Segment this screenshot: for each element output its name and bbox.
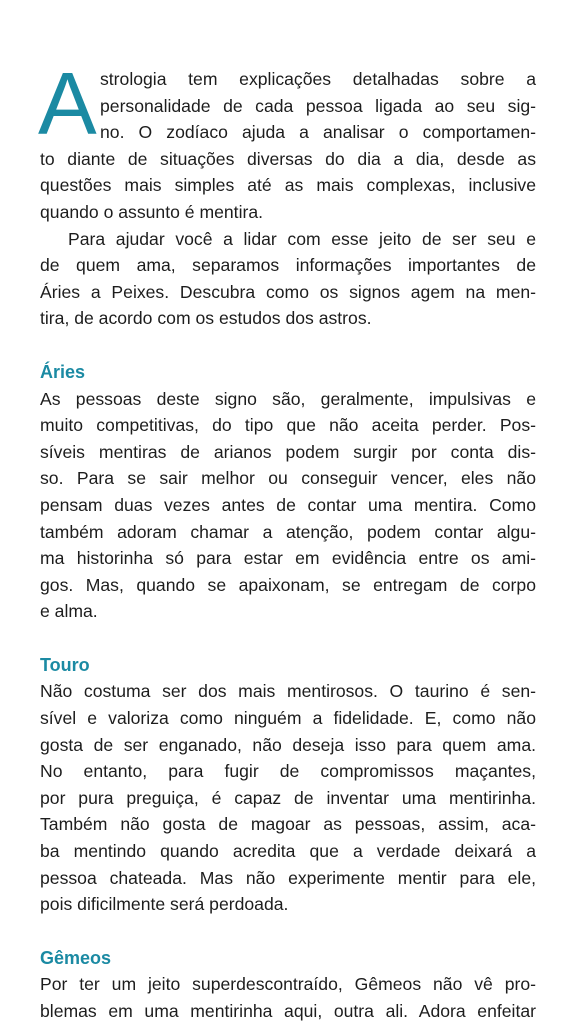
touro-line: pessoa chateada. Mas não experimente mentir para ele, — [40, 867, 536, 888]
intro-line: to diante de situações diversas do dia a dia, desde as — [40, 148, 536, 169]
aries-line: muito competitivas, do tipo que não aceita perder. Pos- — [40, 415, 536, 436]
section-title-gemeos: Gêmeos — [40, 947, 112, 968]
aries-line: gos. Mas, quando se apaixonam, se entregam de corpo — [40, 574, 536, 595]
gemeos-line: Por ter um jeito superdescontraído, Gêmeos não vê pro- — [40, 974, 536, 995]
aries-line: ma historinha só para estar em evidência entre os ami- — [40, 548, 536, 569]
aries-line: so. Para se sair melhor ou conseguir vencer, eles não — [40, 468, 536, 489]
intro-line: quando o assunto é mentira. — [40, 201, 264, 222]
intro2-line: Áries a Peixes. Descubra como os signos agem na men- — [40, 281, 536, 302]
touro-line: pois dificilmente será perdoada. — [40, 894, 289, 915]
section-touro — [40, 652, 536, 918]
intro2-line: tira, de acordo com os estudos dos astros. — [40, 308, 372, 329]
drop-cap: A — [38, 54, 97, 153]
touro-line: No entanto, para fugir de compromissos maçantes, — [40, 761, 536, 782]
article-page — [38, 54, 536, 1025]
intro2-line: Para ajudar você a lidar com esse jeito de ser seu e — [68, 228, 536, 249]
touro-line: gosta de ser enganado, não deseja isso para quem ama. — [40, 734, 536, 755]
aries-line: pensam duas vezes antes de contar uma mentira. Como — [40, 494, 536, 515]
aries-line: também adoram chamar a atenção, podem contar algu- — [40, 521, 536, 542]
intro-paragraph-2 — [40, 226, 536, 332]
section-gemeos — [40, 945, 536, 1025]
aries-line: síveis mentiras de arianos podem surgir por conta dis- — [40, 441, 536, 462]
touro-line: ba mentindo quando acredita que a verdade deixará a — [40, 841, 536, 862]
intro-line: questões mais simples até as mais complexas, inclusive — [40, 175, 536, 196]
intro-line: no. O zodíaco ajuda a analisar o comportamen- — [100, 122, 536, 143]
aries-line: e alma. — [40, 601, 98, 622]
touro-line: Também não gosta de magoar as pessoas, assim, aca- — [40, 814, 536, 835]
touro-line: por pura preguiça, é capaz de inventar uma mentirinha. — [40, 787, 536, 808]
touro-line: sível e valoriza como ninguém a fidelidade. E, como não — [40, 708, 536, 729]
intro-line: personalidade de cada pessoa ligada ao seu sig- — [100, 95, 536, 116]
intro2-line: de quem ama, separamos informações importantes de — [40, 255, 536, 276]
aries-line: As pessoas deste signo são, geralmente, impulsivas e — [40, 388, 536, 409]
section-title-aries: Áries — [40, 361, 86, 382]
gemeos-line: blemas em uma mentirinha aqui, outra ali. Adora enfeitar — [40, 1001, 536, 1021]
intro-line: strologia tem explicações detalhadas sobre a — [100, 69, 536, 89]
section-aries — [40, 359, 536, 625]
touro-line: Não costuma ser dos mais mentirosos. O taurino é sen- — [40, 681, 536, 702]
section-title-touro: Touro — [40, 654, 90, 675]
intro-paragraph — [38, 54, 536, 226]
